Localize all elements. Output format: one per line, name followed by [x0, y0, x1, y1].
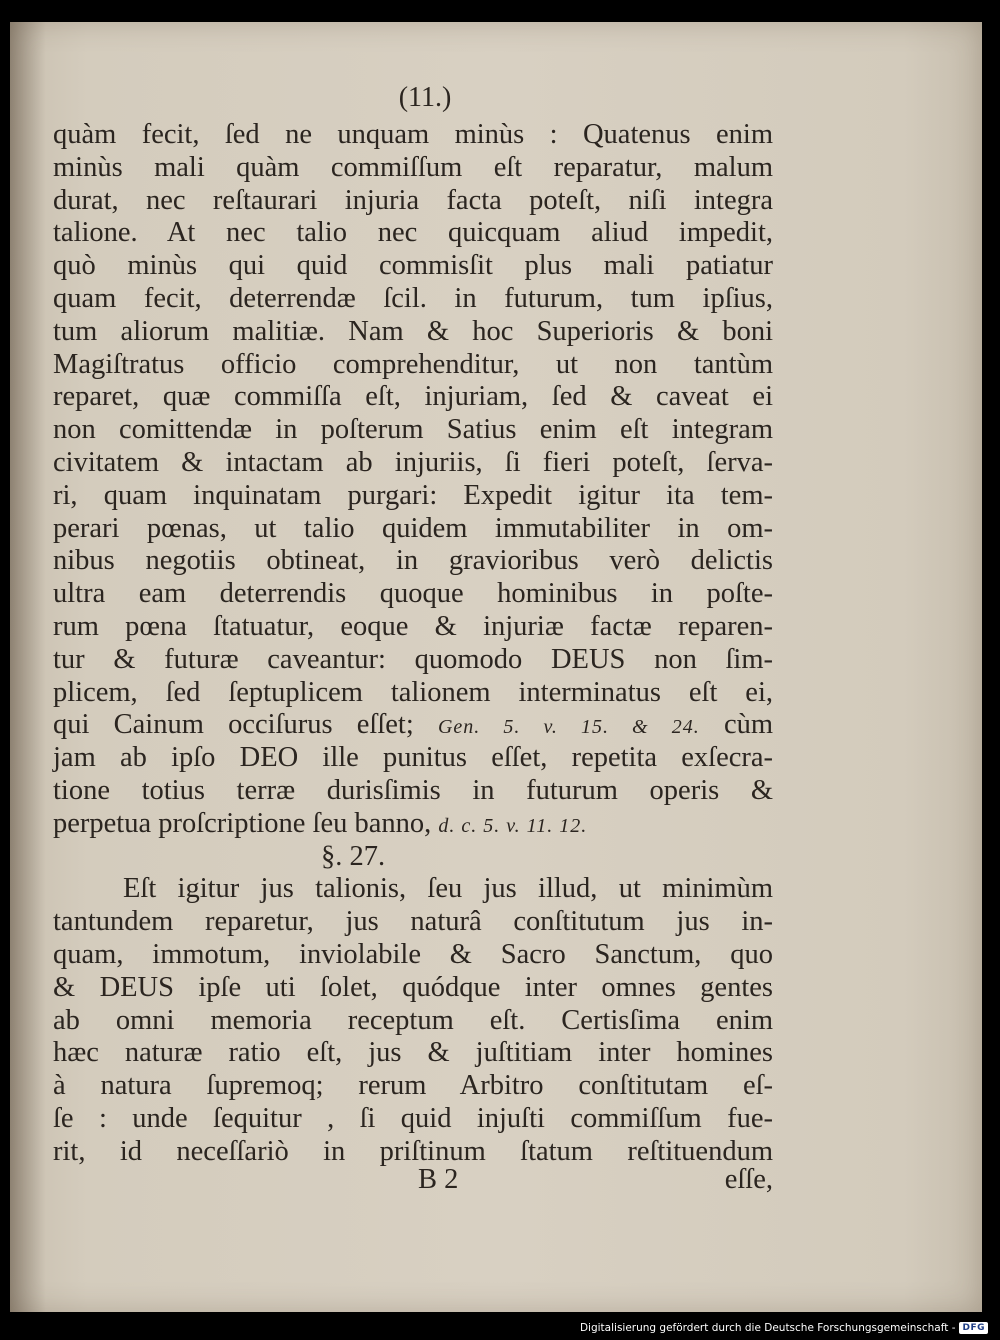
text-line: tur & futuræ caveantur: quomodo DEUS non ſim- [53, 643, 773, 675]
text-fragment: qui Cainum occiſurus eſſet; [53, 709, 414, 741]
text-line: à natura ſupremoq; rerum Arbitro conſtitutam eſ- [53, 1070, 773, 1102]
text-line: jam ab ipſo DEO ille punitus eſſet, repetita exſecra- [53, 742, 773, 774]
text-line: Magiſtratus officio comprehenditur, ut non tantùm [53, 348, 773, 380]
text-line-with-reference [53, 709, 773, 742]
text-line-with-reference [53, 808, 773, 841]
text-line: quam, immotum, inviolabile & Sacro Sanctum, quo [53, 938, 773, 970]
text-line: rit, id neceſſariò in priſtinum ſtatum reſtituendum [53, 1135, 773, 1167]
text-line: plicem, ſed ſeptuplicem talionem interminatus eſt ei, [53, 676, 773, 708]
binding-shadow [10, 22, 46, 1312]
text-line: perari pœnas, ut talio quidem immutabiliter in om- [53, 512, 773, 544]
text-line: durat, nec reſtaurari injuria facta poteſt, niſi integra [53, 184, 773, 216]
text-line: ſe : unde ſequitur , ſi quid injuſti commiſſum fue- [53, 1102, 773, 1134]
text-line: tum aliorum malitiæ. Nam & hoc Superioris & boni [53, 315, 773, 347]
bible-reference: d. c. 5. v. 11. 12. [438, 814, 588, 837]
signature-mark: B 2 [418, 1164, 459, 1195]
text-fragment: cùm [723, 709, 774, 741]
dfg-logo: DFG [959, 1322, 988, 1334]
text-line: & DEUS ipſe uti ſolet, quódque inter omnes gentes [53, 971, 773, 1003]
scanned-page [10, 22, 982, 1312]
body-text [53, 119, 773, 1169]
text-line: minùs mali quàm commiſſum eſt reparatur, malum [53, 151, 773, 183]
text-line: ri, quam inquinatam purgari: Expedit igitur ita tem- [53, 479, 773, 511]
text-line: quò minùs qui quid commisſit plus mali patiatur [53, 250, 773, 282]
text-line: civitatem & intactam ab injuriis, ſi fieri poteſt, ſerva- [53, 446, 773, 478]
page-footer [53, 1164, 773, 1198]
section-heading: §. 27. [320, 840, 386, 872]
page-number: (11.) [398, 82, 452, 113]
text-fragment: perpetua proſcriptione ſeu banno, [53, 807, 432, 839]
credit-text: Digitalisierung gefördert durch die Deutsche Forschungsgemeinschaft - [579, 1322, 956, 1334]
text-line: ab omni memoria receptum eſt. Certisſima enim [53, 1004, 773, 1036]
text-line: ultra eam deterrendis quoque hominibus in poſte- [53, 578, 773, 610]
catchword: eſſe, [724, 1164, 773, 1195]
text-line: talione. At nec talio nec quicquam aliud impedit, [53, 217, 773, 249]
text-line: rum pœna ſtatuatur, eoque & injuriæ factæ reparen- [53, 610, 773, 642]
text-line: non comittendæ in poſterum Satius enim eſt integram [53, 414, 773, 446]
text-line: tione totius terræ durisſimis in futurum operis & [53, 774, 773, 806]
text-line: hæc naturæ ratio eſt, jus & juſtitiam inter homines [53, 1037, 773, 1069]
text-line: reparet, quæ commiſſa eſt, injuriam, ſed & caveat ei [53, 381, 773, 413]
text-line: quam fecit, deterrendæ ſcil. in futurum, tum ipſius, [53, 282, 773, 314]
bible-reference: Gen. 5. v. 15. & 24. [437, 716, 700, 739]
text-line: Eſt igitur jus talionis, ſeu jus illud, ut minimùm [123, 873, 773, 905]
text-line: quàm fecit, ſed ne unquam minùs : Quatenus enim [53, 119, 773, 150]
text-line: nibus negotiis obtineat, in gravioribus verò delictis [53, 545, 773, 577]
text-line: tantundem reparetur, jus naturâ conſtitutum jus in- [53, 906, 773, 938]
digitization-credit [580, 1320, 988, 1336]
